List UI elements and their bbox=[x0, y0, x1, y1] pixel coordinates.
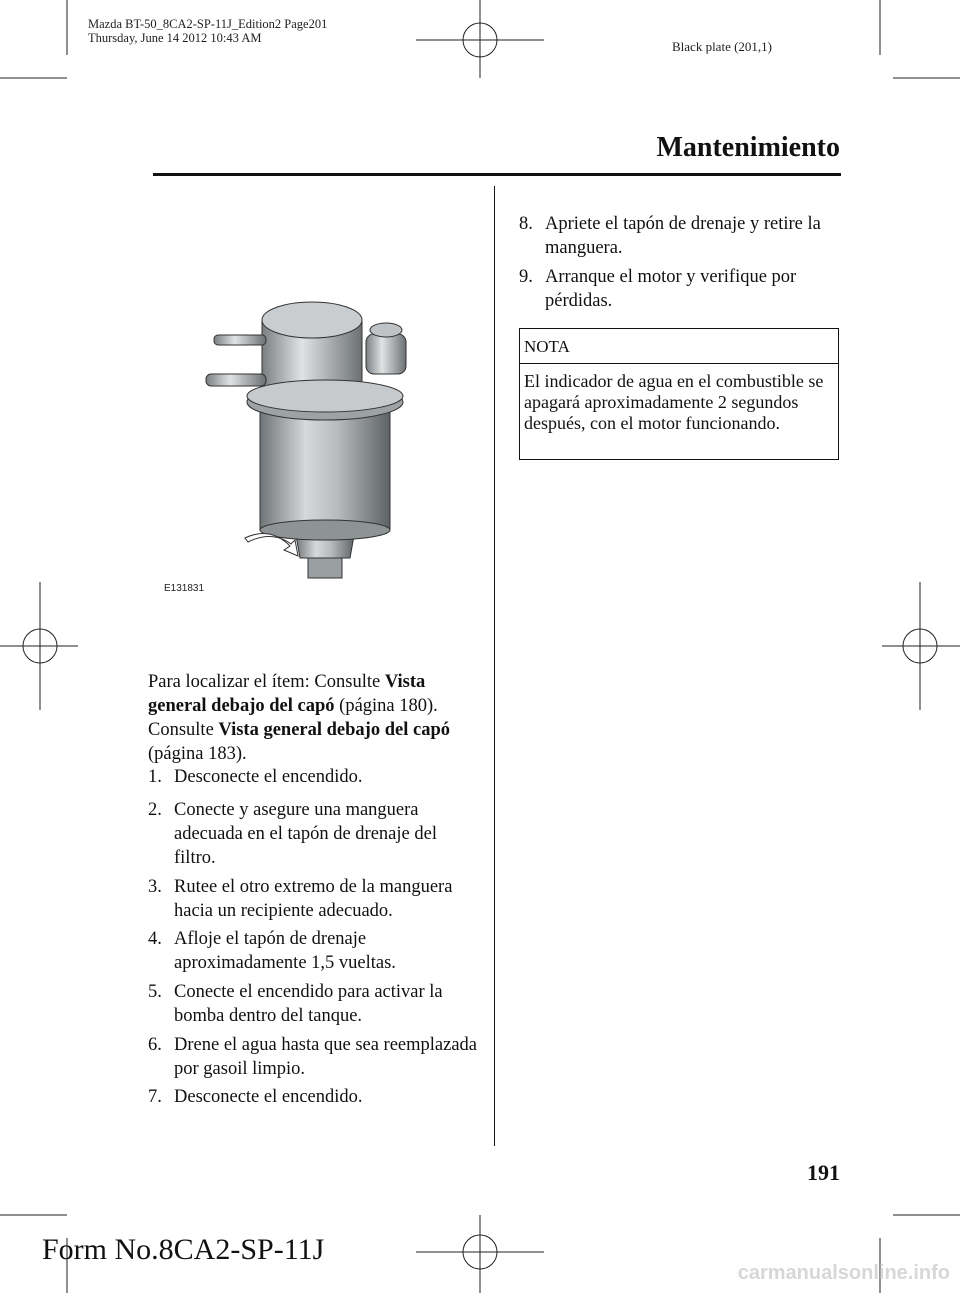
step-text: Conecte y asegure una manguera adecuada en el tapón de drenaje del filtro. bbox=[174, 800, 437, 868]
step-text: Conecte el encendido para activar la bomba dentro del tanque. bbox=[174, 982, 443, 1026]
list-item bbox=[519, 212, 839, 260]
note-text: El indicador de agua en el combustible se apagará aproximadamente 2 segundos después, con el motor funcionando. bbox=[524, 371, 824, 433]
section-title: Mantenimiento bbox=[656, 132, 840, 163]
intro-paragraph bbox=[148, 670, 478, 766]
intro-page1: (página 180). bbox=[334, 696, 438, 716]
intro-consulte: Consulte bbox=[148, 720, 219, 740]
step-number: 9. bbox=[519, 267, 533, 287]
step-number: 7. bbox=[148, 1087, 162, 1107]
link-vista-general-180[interactable]: Vista general debajo del capó bbox=[148, 672, 426, 716]
intro-page2: (página 183). bbox=[148, 744, 247, 764]
list-item bbox=[148, 875, 478, 923]
column-divider bbox=[494, 186, 495, 1146]
list-item bbox=[148, 980, 478, 1028]
step-number: 8. bbox=[519, 214, 533, 234]
step-text: Drene el agua hasta que sea reemplazada por gasoil limpio. bbox=[174, 1035, 478, 1079]
link-vista-general-183[interactable]: Vista general debajo del capó bbox=[218, 720, 450, 740]
header-rule bbox=[153, 173, 841, 176]
list-item bbox=[148, 1033, 478, 1081]
print-meta bbox=[88, 17, 327, 45]
note-box bbox=[519, 328, 839, 460]
step-text: Arranque el motor y verifique por pérdidas. bbox=[545, 267, 797, 311]
step-number: 5. bbox=[148, 982, 162, 1002]
watermark: carmanualsonline.info bbox=[737, 1262, 950, 1284]
step-text: Desconecte el encendido. bbox=[174, 767, 363, 787]
page-number: 191 bbox=[807, 1160, 840, 1185]
step-text: Apriete el tapón de drenaje y retire la manguera. bbox=[545, 214, 821, 258]
print-meta-line1: Mazda BT-50_8CA2-SP-11J_Edition2 Page201 bbox=[88, 17, 328, 31]
list-item bbox=[148, 927, 478, 975]
list-item bbox=[148, 765, 478, 789]
intro-prefix: Para localizar el ítem: Consulte bbox=[148, 672, 385, 692]
step-text: Afloje el tapón de drenaje aproximadamente 1,5 vueltas. bbox=[174, 929, 396, 973]
list-item bbox=[519, 265, 839, 313]
step-text: Rutee el otro extremo de la manguera hacia un recipiente adecuado. bbox=[174, 877, 453, 921]
fuel-filter-illustration bbox=[200, 290, 430, 590]
plate-label: Black plate (201,1) bbox=[672, 39, 772, 54]
step-number: 4. bbox=[148, 929, 162, 949]
step-text: Desconecte el encendido. bbox=[174, 1087, 363, 1107]
note-title: NOTA bbox=[524, 337, 570, 356]
form-number: Form No.8CA2-SP-11J bbox=[42, 1233, 325, 1266]
figure-label: E131831 bbox=[164, 583, 205, 594]
print-meta-line2: Thursday, June 14 2012 10:43 AM bbox=[88, 31, 262, 45]
step-number: 6. bbox=[148, 1035, 162, 1055]
step-number: 1. bbox=[148, 767, 162, 787]
step-number: 2. bbox=[148, 800, 162, 820]
step-number: 3. bbox=[148, 877, 162, 897]
list-item bbox=[148, 1085, 478, 1109]
note-header bbox=[520, 329, 838, 364]
list-item bbox=[148, 798, 478, 870]
